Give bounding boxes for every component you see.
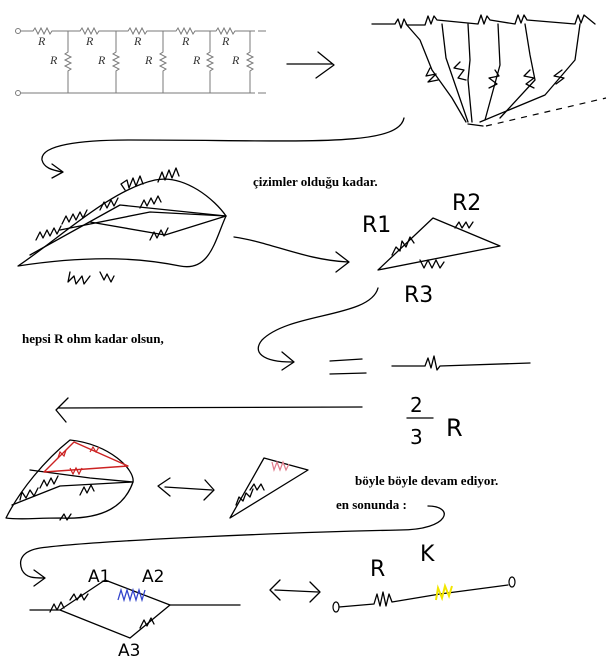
- label-r2: R2: [452, 191, 482, 216]
- curved-arrow-2-icon: [234, 237, 349, 272]
- final-triangle-a123: [30, 567, 240, 661]
- fraction-two-thirds-r: [407, 393, 463, 449]
- shunt-r-label-4: R: [193, 53, 201, 67]
- ladder-circuit: [16, 28, 267, 96]
- double-arrow-1-icon: [158, 478, 214, 500]
- fraction-denominator: 3: [410, 425, 423, 449]
- terminal-bottom: [16, 91, 21, 96]
- curved-arrow-1-icon: [42, 118, 404, 178]
- label-r1: R1: [362, 213, 392, 238]
- leaf-sketch: [18, 168, 226, 284]
- fraction-unit: R: [446, 414, 463, 442]
- note-cizimler: çizimler olduğu kadar.: [253, 174, 378, 189]
- label-k: K: [420, 542, 435, 567]
- equivalent-resistor: [392, 356, 530, 370]
- equals-sign: [330, 359, 366, 374]
- double-arrow-2-icon: [270, 580, 320, 602]
- small-triangle-sketch: [230, 458, 308, 518]
- arrow-left-long-icon: [56, 398, 362, 422]
- terminal-top: [16, 29, 21, 34]
- shunt-r-label-3: R: [145, 53, 153, 67]
- triangle-r123: [362, 191, 500, 308]
- label-a3: A3: [118, 641, 141, 661]
- shunt-r-label-2: R: [98, 53, 106, 67]
- fraction-numerator: 2: [410, 393, 423, 417]
- arrow-right-1-icon: [287, 52, 334, 78]
- leaf-with-red-triangle: [6, 440, 133, 520]
- note-hepsi: hepsi R ohm kadar olsun,: [22, 331, 164, 346]
- series-r-label-2: R: [86, 34, 94, 48]
- curved-arrow-3-icon: [258, 288, 378, 370]
- shunt-r-label-1: R: [50, 53, 58, 67]
- final-circuit: [333, 542, 515, 612]
- series-r-label-1: R: [38, 34, 46, 48]
- shunt-r-label-5: R: [232, 53, 240, 67]
- series-r-label-3: R: [134, 34, 142, 48]
- note-en-sonunda: en sonunda :: [336, 497, 407, 512]
- label-a2: A2: [142, 567, 165, 587]
- note-boyle: böyle böyle devam ediyor.: [355, 473, 499, 488]
- label-r: R: [370, 557, 386, 582]
- series-r-label-4: R: [182, 34, 190, 48]
- label-r3: R3: [404, 283, 434, 308]
- label-a1: A1: [88, 567, 111, 587]
- series-r-label-5: R: [222, 34, 230, 48]
- fan-sketch: [372, 15, 606, 126]
